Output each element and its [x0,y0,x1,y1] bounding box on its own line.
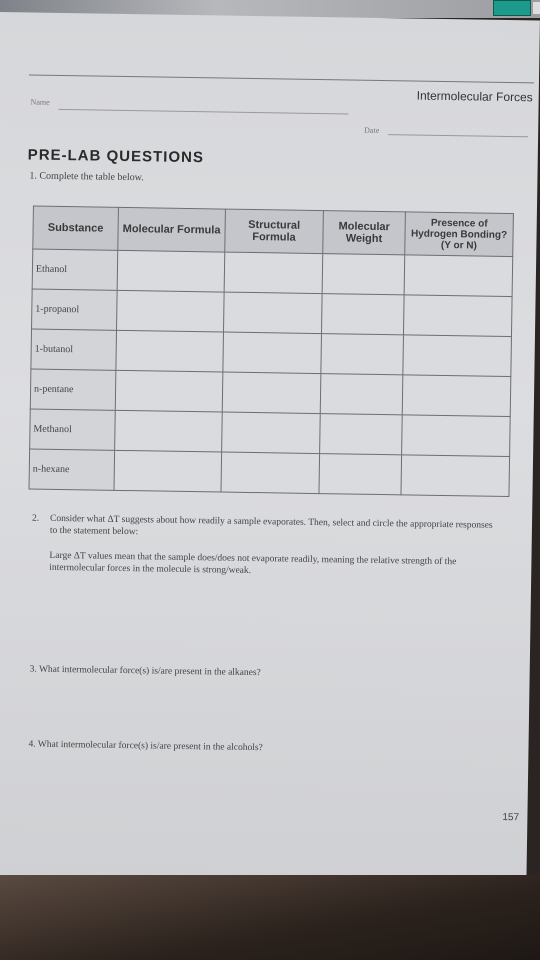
question-2-text: Consider what ΔT suggests about how readily a sample evaporates. Then, select and circle the appropriate responses to the statement below: [49,513,493,538]
answer-cell[interactable] [320,414,403,455]
answer-cell[interactable] [115,410,223,452]
substance-cell: 1-propanol [32,289,118,330]
header-structural-formula: Structural Formula [225,209,324,254]
date-blank-line [388,134,528,137]
section-title: PRE-LAB QUESTIONS [27,146,205,167]
answer-cell[interactable] [221,452,320,494]
question-2-number: 2. [31,513,40,524]
substance-cell: 1-butanol [31,329,117,370]
answer-cell[interactable] [404,255,513,297]
properties-table [29,206,514,498]
substance-cell: n-hexane [29,449,115,490]
header-substance: Substance [33,206,119,250]
answer-cell[interactable] [322,254,405,295]
substance-cell: n-pentane [30,369,116,410]
header-hydrogen-bonding: Presence of Hydrogen Bonding? (Y or N) [405,212,514,257]
answer-cell[interactable] [222,372,321,414]
name-label: Name [30,97,50,107]
background-surface [0,875,540,960]
worksheet-title: Intermolecular Forces [416,88,533,105]
corner-sticker [493,0,531,16]
table-row [29,449,510,497]
answer-cell[interactable] [117,290,225,332]
header-molecular-weight: Molecular Weight [323,211,406,255]
substance-cell: Methanol [30,409,116,450]
answer-cell[interactable] [403,335,512,377]
table-header-row [33,206,514,257]
answer-cell[interactable] [114,450,222,492]
answer-cell[interactable] [320,374,403,415]
answer-cell[interactable] [117,250,225,292]
answer-cell[interactable] [116,330,224,372]
question-4: 4. What intermolecular force(s) is/are present in the alcohols? [28,739,263,754]
answer-cell[interactable] [401,455,510,497]
answer-cell[interactable] [321,334,404,375]
corner-sticker-edge [533,2,540,14]
answer-cell[interactable] [321,294,404,335]
answer-cell[interactable] [223,332,322,374]
question-1: 1. Complete the table below. [29,170,144,184]
answer-cell[interactable] [224,292,323,334]
answer-cell[interactable] [115,370,223,412]
answer-cell[interactable] [402,415,511,457]
header-molecular-formula: Molecular Formula [118,207,226,252]
answer-cell[interactable] [402,375,511,417]
substance-cell: Ethanol [32,249,118,290]
worksheet-page [0,12,540,890]
answer-cell[interactable] [319,454,402,495]
answer-cell[interactable] [403,295,512,337]
question-2-statement: Large ΔT values mean that the sample does/does not evaporate readily, meaning the relative strength of the intermolecular forces in the molecule is strong/weak. [49,550,457,577]
name-blank-line [58,109,348,115]
question-3: 3. What intermolecular force(s) is/are present in the alkanes? [29,664,261,679]
date-label: Date [364,125,380,135]
question-2 [32,513,502,544]
answer-cell[interactable] [224,252,323,294]
answer-cell[interactable] [222,412,321,454]
page-number: 157 [502,811,520,824]
header-rule [29,74,534,83]
